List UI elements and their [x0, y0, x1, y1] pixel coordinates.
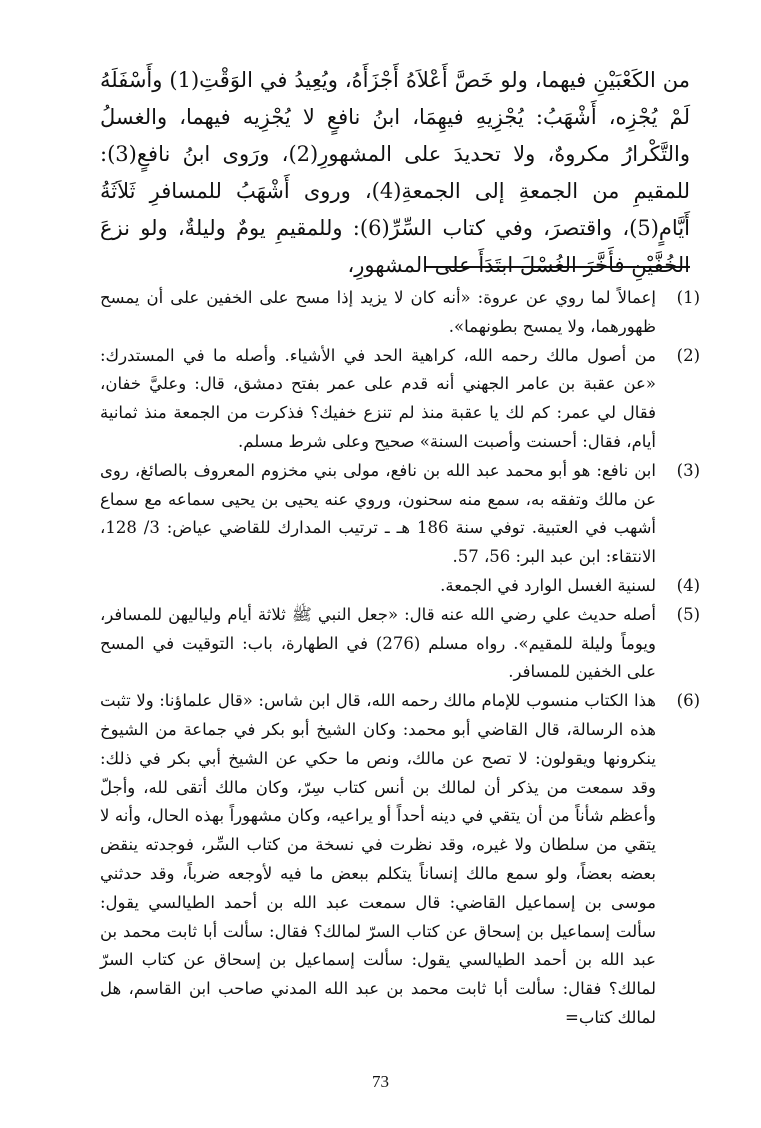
footnote-number: (1): [676, 288, 700, 307]
footnote-4: [100, 572, 700, 601]
footnote-3: [100, 457, 700, 572]
footnote-number: (5): [676, 604, 700, 624]
footnote-1: [100, 284, 700, 342]
footnote-text: هذا الكتاب منسوب للإمام مالك رحمه الله، قال ابن شاس: «قال علماؤنا: ولا تثبت هذه الرسالة، قال القاضي أبو محمد: وكان الشيخ أبو بكر في جماعة من الشيوخ ينكرونها ويقولون: لا تصح عن مالك، ونص ما حكي عن الشيخ أبي بكر في ذلك: وقد سمعت من يذكر أن لمالك بن أنس كتاب سِرّ، وكان مالك أتقى لله، وأجلّ وأعظم شأناً من أن يتقي في دينه أحداً أو يراعيه، وكان مشهوراً بهذه الحال، وأنه لا يتقي من سلطان ولا غيره، وقد نظرت في نسخة من كتاب السِّر، فوجدته ينقض بعضه بعضاً، ولو سمع مالك إنساناً يتكلم ببعض ما فيه لأوجعه ضرباً، وقد حدثني موسى بن إسماعيل القاضي: قال سمعت عبد الله بن أحمد الطيالسي يقول: سألت إسماعيل بن إسحاق عن كتاب السرّ لمالك؟ فقال: سألت أبا ثابت محمد بن عبد الله بن أحمد الطيالسي يقول: سألت إسماعيل بن إسحاق عن كتاب السرّ لمالك؟ فقال: سألت أبا ثابت محمد بن عبد الله المدني صاحب ابن القاسم، هل لمالك كتاب=: [100, 691, 656, 1027]
footnote-separator: [425, 266, 690, 268]
footnote-number: (2): [676, 345, 700, 365]
page-number: 73: [372, 1072, 389, 1091]
footnote-number: (4): [676, 575, 700, 595]
main-text-block: [100, 62, 690, 284]
footnote-number: (3): [676, 460, 700, 480]
footnote-text: أصله حديث علي رضي الله عنه قال: «جعل النبي ﷺ ثلاثة أيام ولياليهن للمسافر، ويوماً وليلة للمقيم». رواه مسلم (276) في الطهارة، باب: التوقيت في المسح على الخفين للمسافر.: [100, 604, 656, 682]
footnote-text: لسنية الغسل الوارد في الجمعة.: [440, 575, 656, 595]
footnote-2: [100, 342, 700, 457]
footnotes-section: [100, 284, 700, 1033]
footnote-text: ابن نافع: هو أبو محمد عبد الله بن نافع، مولى بني مخزوم المعروف بالصائغ، روى عن مالك وتفقه به، سمع منه سحنون، وروي عنه يحيى بن يحيى سماعه مع سماع أشهب في العتبية. توفي سنة 186 هـ ـ ترتيب المدارك للقاضي عياض: 3/ 128، الانتقاء: ابن عبد البر: 56، 57.: [100, 460, 656, 567]
footnote-number: (6): [676, 691, 700, 711]
footnote-5: [100, 601, 700, 687]
main-paragraph: من الكَعْبَيْنِ فيهما، ولو خَصَّ أَعْلاَهُ أَجْزَأَهُ، ويُعِيدُ في الوَقْتِ(1) وأَسْفَلَهُ لَمْ يُجْزِه، أَشْهَبُ: يُجْزِيهِ فيهِمَا، ابنُ نافعٍ لا يُجْزِيه فيهما، والغسلُ والتَّكْرارُ مكروهٌ، ولا تحديدَ على المشهورِ(2)، ورَوى ابنُ نافعٍ(3): للمقيمِ من الجمعةِ إلى الجمعةِ(4)، وروى أَشْهَبُ للمسافرِ ثَلاَثَةُ أَيَّامٍ(5)، واقتصرَ، وفي كتاب السِّرِّ(6): وللمقيمِ يومٌ وليلةٌ، ولو نزعَ الخُفَّيْنِ فأَخَّرَ الغُسْلَ ابتَدَأَ على المشهورِ،: [100, 68, 691, 277]
footnote-6: [100, 687, 700, 1033]
footnote-text: من أصول مالك رحمه الله، كراهية الحد في الأشياء. وأصله ما في المستدرك: «عن عقبة بن عامر الجهني أنه قدم على عمر بفتح دمشق، قال: وعليَّ خفان، فقال لي عمر: كم لك يا عقبة منذ لم تنزع خفيك؟ فذكرت من الجمعة منذ ثمانية أيام، فقال: أحسنت وأصبت السنة» صحيح وعلى شرط مسلم.: [100, 345, 656, 451]
footnote-text: إعمالاً لما روي عن عروة: «أنه كان لا يزيد إذا مسح على الخفين على أن يمسح ظهورهما، ولا يمسح بطونهما».: [100, 288, 656, 336]
